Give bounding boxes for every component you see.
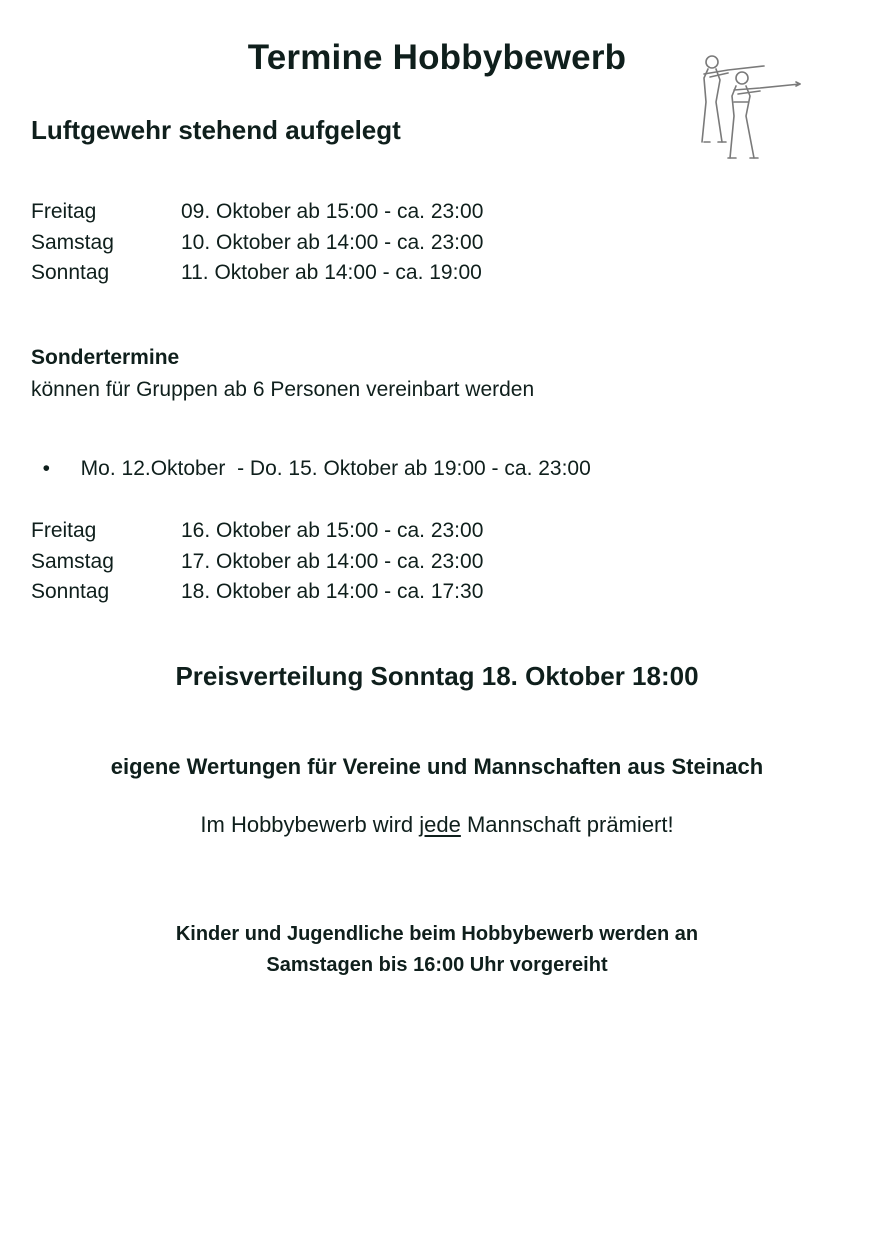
team-award-text-after: Mannschaft prämiert! <box>460 812 674 837</box>
schedule-time: 17. Oktober ab 14:00 - ca. 23:00 <box>181 550 484 573</box>
kids-note <box>0 919 874 981</box>
team-award-text-before: Im Hobbybewerb wird <box>200 812 420 837</box>
award-ceremony-heading: Preisverteilung Sonntag 18. Oktober 18:00 <box>175 661 699 691</box>
schedule-time: 16. Oktober ab 15:00 - ca. 23:00 <box>181 519 484 542</box>
team-award-emphasis: jede <box>419 812 461 837</box>
section-subtitle: Luftgewehr stehend aufgelegt <box>31 115 401 145</box>
schedule-day: Samstag <box>31 550 114 573</box>
schedule-time: 11. Oktober ab 14:00 - ca. 19:00 <box>181 261 482 284</box>
team-award-note <box>0 812 874 838</box>
schedule-day: Sonntag <box>31 261 110 284</box>
schedule-day: Freitag <box>31 200 97 223</box>
special-text: können für Gruppen ab 6 Personen vereinbart werden <box>31 378 535 401</box>
special-bullet-item <box>31 433 591 481</box>
schedule-time: 18. Oktober ab 14:00 - ca. 17:30 <box>181 580 484 603</box>
bullet-dot: • <box>42 457 51 480</box>
ratings-note: eigene Wertungen für Vereine und Mannschaften aus Steinach <box>110 754 764 779</box>
kids-note-line: Kinder und Jugendliche beim Hobbybewerb werden an <box>175 923 699 945</box>
schedule-row <box>31 231 483 255</box>
kids-note-line: Samstagen bis 16:00 Uhr vorgereiht <box>266 954 608 976</box>
schedule-time: 09. Oktober ab 15:00 - ca. 23:00 <box>181 200 484 223</box>
schedule-row <box>31 200 483 224</box>
schedule-row <box>31 550 483 574</box>
schedule-day: Samstag <box>31 231 114 254</box>
schedule-row <box>31 261 482 285</box>
page-title: Termine Hobbybewerb <box>247 38 627 77</box>
rifle-shooters-icon <box>698 50 806 162</box>
special-heading: Sondertermine <box>31 346 180 369</box>
bullet-text: Mo. 12.Oktober - Do. 15. Oktober ab 19:00 - ca. 23:00 <box>80 457 591 480</box>
schedule-row <box>31 580 483 604</box>
schedule-row <box>31 519 483 543</box>
schedule-day: Sonntag <box>31 580 110 603</box>
schedule-time: 10. Oktober ab 14:00 - ca. 23:00 <box>181 231 484 254</box>
schedule-day: Freitag <box>31 519 97 542</box>
